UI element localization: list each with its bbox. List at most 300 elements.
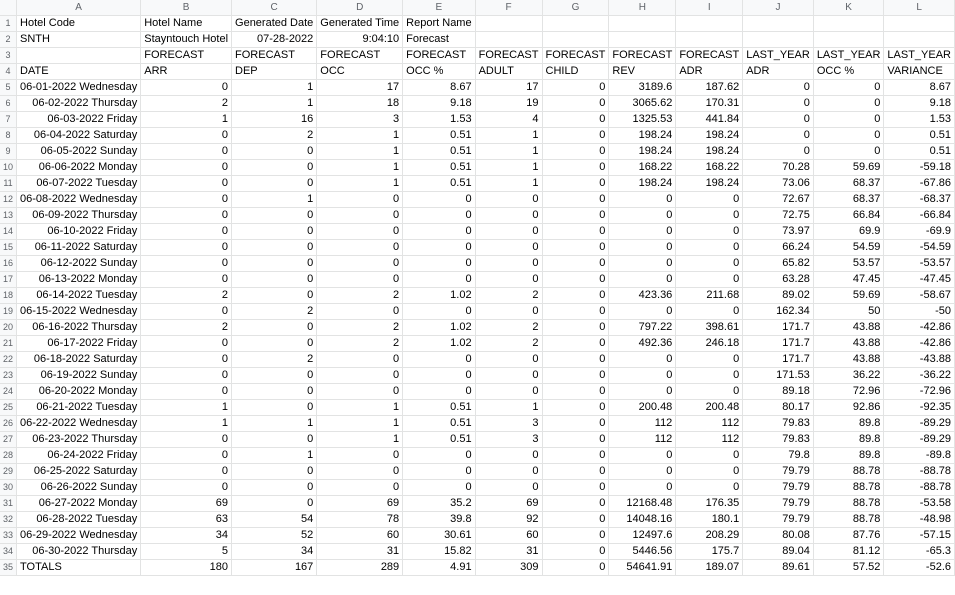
cell-h3[interactable]: FORECAST <box>609 48 676 64</box>
cell-i34[interactable]: 175.7 <box>676 544 743 560</box>
cell-f33[interactable]: 60 <box>475 528 542 544</box>
cell-i29[interactable]: 0 <box>676 464 743 480</box>
column-header-k[interactable]: K <box>813 0 884 16</box>
column-header-d[interactable]: D <box>317 0 403 16</box>
cell-j30[interactable]: 79.79 <box>743 480 814 496</box>
cell-e12[interactable]: 0 <box>403 192 475 208</box>
row-header[interactable]: 5 <box>0 80 17 96</box>
cell-j22[interactable]: 171.7 <box>743 352 814 368</box>
cell-h15[interactable]: 0 <box>609 240 676 256</box>
cell-c16[interactable]: 0 <box>232 256 317 272</box>
column-header-e[interactable]: E <box>403 0 475 16</box>
cell-k8[interactable]: 0 <box>813 128 884 144</box>
cell-f10[interactable]: 1 <box>475 160 542 176</box>
cell-f3[interactable]: FORECAST <box>475 48 542 64</box>
cell-j5[interactable]: 0 <box>743 80 814 96</box>
cell-g10[interactable]: 0 <box>542 160 609 176</box>
cell-d11[interactable]: 1 <box>317 176 403 192</box>
cell-b8[interactable]: 0 <box>141 128 232 144</box>
cell-c26[interactable]: 1 <box>232 416 317 432</box>
cell-j29[interactable]: 79.79 <box>743 464 814 480</box>
cell-c8[interactable]: 2 <box>232 128 317 144</box>
cell-i20[interactable]: 398.61 <box>676 320 743 336</box>
cell-b34[interactable]: 5 <box>141 544 232 560</box>
row-header[interactable]: 29 <box>0 464 17 480</box>
cell-a3[interactable] <box>17 48 141 64</box>
cell-g23[interactable]: 0 <box>542 368 609 384</box>
cell-e18[interactable]: 1.02 <box>403 288 475 304</box>
cell-h9[interactable]: 198.24 <box>609 144 676 160</box>
cell-j21[interactable]: 171.7 <box>743 336 814 352</box>
cell-h21[interactable]: 492.36 <box>609 336 676 352</box>
cell-j33[interactable]: 80.08 <box>743 528 814 544</box>
cell-g20[interactable]: 0 <box>542 320 609 336</box>
cell-e21[interactable]: 1.02 <box>403 336 475 352</box>
cell-f16[interactable]: 0 <box>475 256 542 272</box>
cell-c21[interactable]: 0 <box>232 336 317 352</box>
cell-f14[interactable]: 0 <box>475 224 542 240</box>
cell-e31[interactable]: 35.2 <box>403 496 475 512</box>
cell-d22[interactable]: 0 <box>317 352 403 368</box>
cell-b35[interactable]: 180 <box>141 560 232 576</box>
row-header[interactable]: 18 <box>0 288 17 304</box>
cell-l2[interactable] <box>884 32 955 48</box>
cell-a5[interactable]: 06-01-2022 Wednesday <box>17 80 141 96</box>
cell-k28[interactable]: 89.8 <box>813 448 884 464</box>
cell-l18[interactable]: -58.67 <box>884 288 955 304</box>
cell-l14[interactable]: -69.9 <box>884 224 955 240</box>
cell-d34[interactable]: 31 <box>317 544 403 560</box>
cell-l7[interactable]: 1.53 <box>884 112 955 128</box>
cell-d5[interactable]: 17 <box>317 80 403 96</box>
cell-a7[interactable]: 06-03-2022 Friday <box>17 112 141 128</box>
cell-b21[interactable]: 0 <box>141 336 232 352</box>
cell-a1[interactable]: Hotel Code <box>17 16 141 32</box>
cell-e8[interactable]: 0.51 <box>403 128 475 144</box>
cell-a20[interactable]: 06-16-2022 Thursday <box>17 320 141 336</box>
cell-f11[interactable]: 1 <box>475 176 542 192</box>
cell-j26[interactable]: 79.83 <box>743 416 814 432</box>
cell-j1[interactable] <box>743 16 814 32</box>
row-header[interactable]: 17 <box>0 272 17 288</box>
cell-b29[interactable]: 0 <box>141 464 232 480</box>
cell-f1[interactable] <box>475 16 542 32</box>
cell-f26[interactable]: 3 <box>475 416 542 432</box>
cell-l4[interactable]: VARIANCE <box>884 64 955 80</box>
cell-a25[interactable]: 06-21-2022 Tuesday <box>17 400 141 416</box>
cell-c2[interactable]: 07-28-2022 <box>232 32 317 48</box>
cell-l17[interactable]: -47.45 <box>884 272 955 288</box>
cell-g28[interactable]: 0 <box>542 448 609 464</box>
cell-b25[interactable]: 1 <box>141 400 232 416</box>
cell-j8[interactable]: 0 <box>743 128 814 144</box>
cell-d4[interactable]: OCC <box>317 64 403 80</box>
cell-l6[interactable]: 9.18 <box>884 96 955 112</box>
cell-h32[interactable]: 14048.16 <box>609 512 676 528</box>
cell-j14[interactable]: 73.97 <box>743 224 814 240</box>
cell-h17[interactable]: 0 <box>609 272 676 288</box>
cell-b23[interactable]: 0 <box>141 368 232 384</box>
cell-g18[interactable]: 0 <box>542 288 609 304</box>
cell-f21[interactable]: 2 <box>475 336 542 352</box>
cell-g21[interactable]: 0 <box>542 336 609 352</box>
cell-h29[interactable]: 0 <box>609 464 676 480</box>
cell-j34[interactable]: 89.04 <box>743 544 814 560</box>
cell-h26[interactable]: 112 <box>609 416 676 432</box>
cell-e30[interactable]: 0 <box>403 480 475 496</box>
cell-a34[interactable]: 06-30-2022 Thursday <box>17 544 141 560</box>
cell-f25[interactable]: 1 <box>475 400 542 416</box>
column-header-g[interactable]: G <box>542 0 609 16</box>
cell-l15[interactable]: -54.59 <box>884 240 955 256</box>
cell-g4[interactable]: CHILD <box>542 64 609 80</box>
cell-l21[interactable]: -42.86 <box>884 336 955 352</box>
cell-h19[interactable]: 0 <box>609 304 676 320</box>
cell-d27[interactable]: 1 <box>317 432 403 448</box>
cell-a4[interactable]: DATE <box>17 64 141 80</box>
cell-k27[interactable]: 89.8 <box>813 432 884 448</box>
cell-a33[interactable]: 06-29-2022 Wednesday <box>17 528 141 544</box>
cell-l34[interactable]: -65.3 <box>884 544 955 560</box>
cell-h6[interactable]: 3065.62 <box>609 96 676 112</box>
cell-h24[interactable]: 0 <box>609 384 676 400</box>
cell-i24[interactable]: 0 <box>676 384 743 400</box>
cell-h16[interactable]: 0 <box>609 256 676 272</box>
cell-c22[interactable]: 2 <box>232 352 317 368</box>
cell-f20[interactable]: 2 <box>475 320 542 336</box>
cell-k18[interactable]: 59.69 <box>813 288 884 304</box>
cell-h27[interactable]: 112 <box>609 432 676 448</box>
cell-f32[interactable]: 92 <box>475 512 542 528</box>
cell-k33[interactable]: 87.76 <box>813 528 884 544</box>
cell-i11[interactable]: 198.24 <box>676 176 743 192</box>
cell-e24[interactable]: 0 <box>403 384 475 400</box>
cell-i16[interactable]: 0 <box>676 256 743 272</box>
cell-g27[interactable]: 0 <box>542 432 609 448</box>
cell-h11[interactable]: 198.24 <box>609 176 676 192</box>
cell-b5[interactable]: 0 <box>141 80 232 96</box>
cell-c11[interactable]: 0 <box>232 176 317 192</box>
cell-a29[interactable]: 06-25-2022 Saturday <box>17 464 141 480</box>
cell-d33[interactable]: 60 <box>317 528 403 544</box>
cell-g13[interactable]: 0 <box>542 208 609 224</box>
cell-f23[interactable]: 0 <box>475 368 542 384</box>
column-header-a[interactable]: A <box>17 0 141 16</box>
cell-f19[interactable]: 0 <box>475 304 542 320</box>
cell-i7[interactable]: 441.84 <box>676 112 743 128</box>
cell-h23[interactable]: 0 <box>609 368 676 384</box>
cell-d2[interactable]: 9:04:10 <box>317 32 403 48</box>
cell-i1[interactable] <box>676 16 743 32</box>
cell-h8[interactable]: 198.24 <box>609 128 676 144</box>
cell-b24[interactable]: 0 <box>141 384 232 400</box>
cell-c33[interactable]: 52 <box>232 528 317 544</box>
cell-f13[interactable]: 0 <box>475 208 542 224</box>
cell-b9[interactable]: 0 <box>141 144 232 160</box>
row-header[interactable]: 11 <box>0 176 17 192</box>
cell-h13[interactable]: 0 <box>609 208 676 224</box>
row-header[interactable]: 6 <box>0 96 17 112</box>
cell-k16[interactable]: 53.57 <box>813 256 884 272</box>
cell-g12[interactable]: 0 <box>542 192 609 208</box>
cell-k15[interactable]: 54.59 <box>813 240 884 256</box>
cell-d19[interactable]: 0 <box>317 304 403 320</box>
cell-k26[interactable]: 89.8 <box>813 416 884 432</box>
cell-k24[interactable]: 72.96 <box>813 384 884 400</box>
cell-i33[interactable]: 208.29 <box>676 528 743 544</box>
row-header[interactable]: 27 <box>0 432 17 448</box>
cell-e27[interactable]: 0.51 <box>403 432 475 448</box>
cell-e6[interactable]: 9.18 <box>403 96 475 112</box>
cell-c30[interactable]: 0 <box>232 480 317 496</box>
cell-f15[interactable]: 0 <box>475 240 542 256</box>
cell-a15[interactable]: 06-11-2022 Saturday <box>17 240 141 256</box>
row-header[interactable]: 4 <box>0 64 17 80</box>
row-header[interactable]: 16 <box>0 256 17 272</box>
cell-c35[interactable]: 167 <box>232 560 317 576</box>
cell-i14[interactable]: 0 <box>676 224 743 240</box>
cell-g17[interactable]: 0 <box>542 272 609 288</box>
cell-h31[interactable]: 12168.48 <box>609 496 676 512</box>
cell-a30[interactable]: 06-26-2022 Sunday <box>17 480 141 496</box>
cell-d10[interactable]: 1 <box>317 160 403 176</box>
cell-l23[interactable]: -36.22 <box>884 368 955 384</box>
cell-i30[interactable]: 0 <box>676 480 743 496</box>
cell-b22[interactable]: 0 <box>141 352 232 368</box>
cell-k34[interactable]: 81.12 <box>813 544 884 560</box>
cell-j32[interactable]: 79.79 <box>743 512 814 528</box>
cell-a2[interactable]: SNTH <box>17 32 141 48</box>
cell-j18[interactable]: 89.02 <box>743 288 814 304</box>
cell-i18[interactable]: 211.68 <box>676 288 743 304</box>
cell-e5[interactable]: 8.67 <box>403 80 475 96</box>
row-header[interactable]: 8 <box>0 128 17 144</box>
cell-c12[interactable]: 1 <box>232 192 317 208</box>
cell-c24[interactable]: 0 <box>232 384 317 400</box>
row-header[interactable]: 12 <box>0 192 17 208</box>
cell-j27[interactable]: 79.83 <box>743 432 814 448</box>
cell-c13[interactable]: 0 <box>232 208 317 224</box>
cell-j19[interactable]: 162.34 <box>743 304 814 320</box>
cell-h18[interactable]: 423.36 <box>609 288 676 304</box>
row-header[interactable]: 13 <box>0 208 17 224</box>
column-header-j[interactable]: J <box>743 0 814 16</box>
cell-a17[interactable]: 06-13-2022 Monday <box>17 272 141 288</box>
cell-f30[interactable]: 0 <box>475 480 542 496</box>
cell-g31[interactable]: 0 <box>542 496 609 512</box>
cell-l16[interactable]: -53.57 <box>884 256 955 272</box>
cell-b20[interactable]: 2 <box>141 320 232 336</box>
cell-l9[interactable]: 0.51 <box>884 144 955 160</box>
cell-l30[interactable]: -88.78 <box>884 480 955 496</box>
cell-e19[interactable]: 0 <box>403 304 475 320</box>
cell-l35[interactable]: -52.6 <box>884 560 955 576</box>
cell-d35[interactable]: 289 <box>317 560 403 576</box>
row-header[interactable]: 9 <box>0 144 17 160</box>
cell-h4[interactable]: REV <box>609 64 676 80</box>
cell-f35[interactable]: 309 <box>475 560 542 576</box>
cell-a10[interactable]: 06-06-2022 Monday <box>17 160 141 176</box>
cell-k5[interactable]: 0 <box>813 80 884 96</box>
cell-k32[interactable]: 88.78 <box>813 512 884 528</box>
cell-i26[interactable]: 112 <box>676 416 743 432</box>
row-header[interactable]: 32 <box>0 512 17 528</box>
cell-c31[interactable]: 0 <box>232 496 317 512</box>
cell-b17[interactable]: 0 <box>141 272 232 288</box>
cell-c7[interactable]: 16 <box>232 112 317 128</box>
cell-d8[interactable]: 1 <box>317 128 403 144</box>
cell-k4[interactable]: OCC % <box>813 64 884 80</box>
cell-l32[interactable]: -48.98 <box>884 512 955 528</box>
cell-i27[interactable]: 112 <box>676 432 743 448</box>
cell-c20[interactable]: 0 <box>232 320 317 336</box>
cell-i12[interactable]: 0 <box>676 192 743 208</box>
cell-j17[interactable]: 63.28 <box>743 272 814 288</box>
cell-a23[interactable]: 06-19-2022 Sunday <box>17 368 141 384</box>
cell-j9[interactable]: 0 <box>743 144 814 160</box>
cell-b13[interactable]: 0 <box>141 208 232 224</box>
cell-j20[interactable]: 171.7 <box>743 320 814 336</box>
cell-f31[interactable]: 69 <box>475 496 542 512</box>
cell-k19[interactable]: 50 <box>813 304 884 320</box>
cell-f5[interactable]: 17 <box>475 80 542 96</box>
cell-k17[interactable]: 47.45 <box>813 272 884 288</box>
cell-a9[interactable]: 06-05-2022 Sunday <box>17 144 141 160</box>
row-header[interactable]: 14 <box>0 224 17 240</box>
cell-h33[interactable]: 12497.6 <box>609 528 676 544</box>
cell-b26[interactable]: 1 <box>141 416 232 432</box>
cell-d31[interactable]: 69 <box>317 496 403 512</box>
cell-j23[interactable]: 171.53 <box>743 368 814 384</box>
cell-h34[interactable]: 5446.56 <box>609 544 676 560</box>
cell-k21[interactable]: 43.88 <box>813 336 884 352</box>
cell-k3[interactable]: LAST_YEAR <box>813 48 884 64</box>
cell-g26[interactable]: 0 <box>542 416 609 432</box>
cell-f18[interactable]: 2 <box>475 288 542 304</box>
row-header[interactable]: 23 <box>0 368 17 384</box>
cell-e32[interactable]: 39.8 <box>403 512 475 528</box>
cell-l26[interactable]: -89.29 <box>884 416 955 432</box>
cell-d26[interactable]: 1 <box>317 416 403 432</box>
cell-g14[interactable]: 0 <box>542 224 609 240</box>
cell-d12[interactable]: 0 <box>317 192 403 208</box>
cell-g11[interactable]: 0 <box>542 176 609 192</box>
cell-e14[interactable]: 0 <box>403 224 475 240</box>
cell-j28[interactable]: 79.8 <box>743 448 814 464</box>
cell-h20[interactable]: 797.22 <box>609 320 676 336</box>
cell-e1[interactable]: Report Name <box>403 16 475 32</box>
cell-b18[interactable]: 2 <box>141 288 232 304</box>
cell-f8[interactable]: 1 <box>475 128 542 144</box>
cell-d17[interactable]: 0 <box>317 272 403 288</box>
cell-i32[interactable]: 180.1 <box>676 512 743 528</box>
cell-k20[interactable]: 43.88 <box>813 320 884 336</box>
cell-h30[interactable]: 0 <box>609 480 676 496</box>
cell-l12[interactable]: -68.37 <box>884 192 955 208</box>
cell-b1[interactable]: Hotel Name <box>141 16 232 32</box>
cell-l24[interactable]: -72.96 <box>884 384 955 400</box>
cell-e15[interactable]: 0 <box>403 240 475 256</box>
cell-a35[interactable]: TOTALS <box>17 560 141 576</box>
cell-a8[interactable]: 06-04-2022 Saturday <box>17 128 141 144</box>
cell-k30[interactable]: 88.78 <box>813 480 884 496</box>
cell-b3[interactable]: FORECAST <box>141 48 232 64</box>
cell-f4[interactable]: ADULT <box>475 64 542 80</box>
cell-c4[interactable]: DEP <box>232 64 317 80</box>
cell-i17[interactable]: 0 <box>676 272 743 288</box>
cell-j16[interactable]: 65.82 <box>743 256 814 272</box>
cell-d14[interactable]: 0 <box>317 224 403 240</box>
cell-l29[interactable]: -88.78 <box>884 464 955 480</box>
cell-d16[interactable]: 0 <box>317 256 403 272</box>
cell-a24[interactable]: 06-20-2022 Monday <box>17 384 141 400</box>
cell-k2[interactable] <box>813 32 884 48</box>
row-header[interactable]: 3 <box>0 48 17 64</box>
cell-k7[interactable]: 0 <box>813 112 884 128</box>
column-header-b[interactable]: B <box>141 0 232 16</box>
cell-h10[interactable]: 168.22 <box>609 160 676 176</box>
row-header[interactable]: 19 <box>0 304 17 320</box>
column-header-f[interactable]: F <box>475 0 542 16</box>
cell-i23[interactable]: 0 <box>676 368 743 384</box>
cell-e26[interactable]: 0.51 <box>403 416 475 432</box>
cell-g2[interactable] <box>542 32 609 48</box>
cell-d6[interactable]: 18 <box>317 96 403 112</box>
cell-a12[interactable]: 06-08-2022 Wednesday <box>17 192 141 208</box>
cell-g32[interactable]: 0 <box>542 512 609 528</box>
cell-b19[interactable]: 0 <box>141 304 232 320</box>
cell-a21[interactable]: 06-17-2022 Friday <box>17 336 141 352</box>
cell-c9[interactable]: 0 <box>232 144 317 160</box>
cell-a28[interactable]: 06-24-2022 Friday <box>17 448 141 464</box>
cell-i21[interactable]: 246.18 <box>676 336 743 352</box>
cell-h35[interactable]: 54641.91 <box>609 560 676 576</box>
cell-j13[interactable]: 72.75 <box>743 208 814 224</box>
cell-a27[interactable]: 06-23-2022 Thursday <box>17 432 141 448</box>
cell-j15[interactable]: 66.24 <box>743 240 814 256</box>
cell-h7[interactable]: 1325.53 <box>609 112 676 128</box>
column-header-c[interactable]: C <box>232 0 317 16</box>
cell-f24[interactable]: 0 <box>475 384 542 400</box>
cell-k25[interactable]: 92.86 <box>813 400 884 416</box>
cell-j25[interactable]: 80.17 <box>743 400 814 416</box>
cell-b4[interactable]: ARR <box>141 64 232 80</box>
cell-d21[interactable]: 2 <box>317 336 403 352</box>
cell-d1[interactable]: Generated Time <box>317 16 403 32</box>
cell-f17[interactable]: 0 <box>475 272 542 288</box>
cell-d15[interactable]: 0 <box>317 240 403 256</box>
cell-c3[interactable]: FORECAST <box>232 48 317 64</box>
cell-g5[interactable]: 0 <box>542 80 609 96</box>
cell-d25[interactable]: 1 <box>317 400 403 416</box>
cell-g19[interactable]: 0 <box>542 304 609 320</box>
row-header[interactable]: 1 <box>0 16 17 32</box>
cell-g35[interactable]: 0 <box>542 560 609 576</box>
cell-g15[interactable]: 0 <box>542 240 609 256</box>
cell-d3[interactable]: FORECAST <box>317 48 403 64</box>
cell-j10[interactable]: 70.28 <box>743 160 814 176</box>
cell-i25[interactable]: 200.48 <box>676 400 743 416</box>
cell-j2[interactable] <box>743 32 814 48</box>
row-header[interactable]: 28 <box>0 448 17 464</box>
cell-i28[interactable]: 0 <box>676 448 743 464</box>
cell-c32[interactable]: 54 <box>232 512 317 528</box>
cell-g8[interactable]: 0 <box>542 128 609 144</box>
cell-e4[interactable]: OCC % <box>403 64 475 80</box>
cell-d20[interactable]: 2 <box>317 320 403 336</box>
cell-g34[interactable]: 0 <box>542 544 609 560</box>
row-header[interactable]: 34 <box>0 544 17 560</box>
